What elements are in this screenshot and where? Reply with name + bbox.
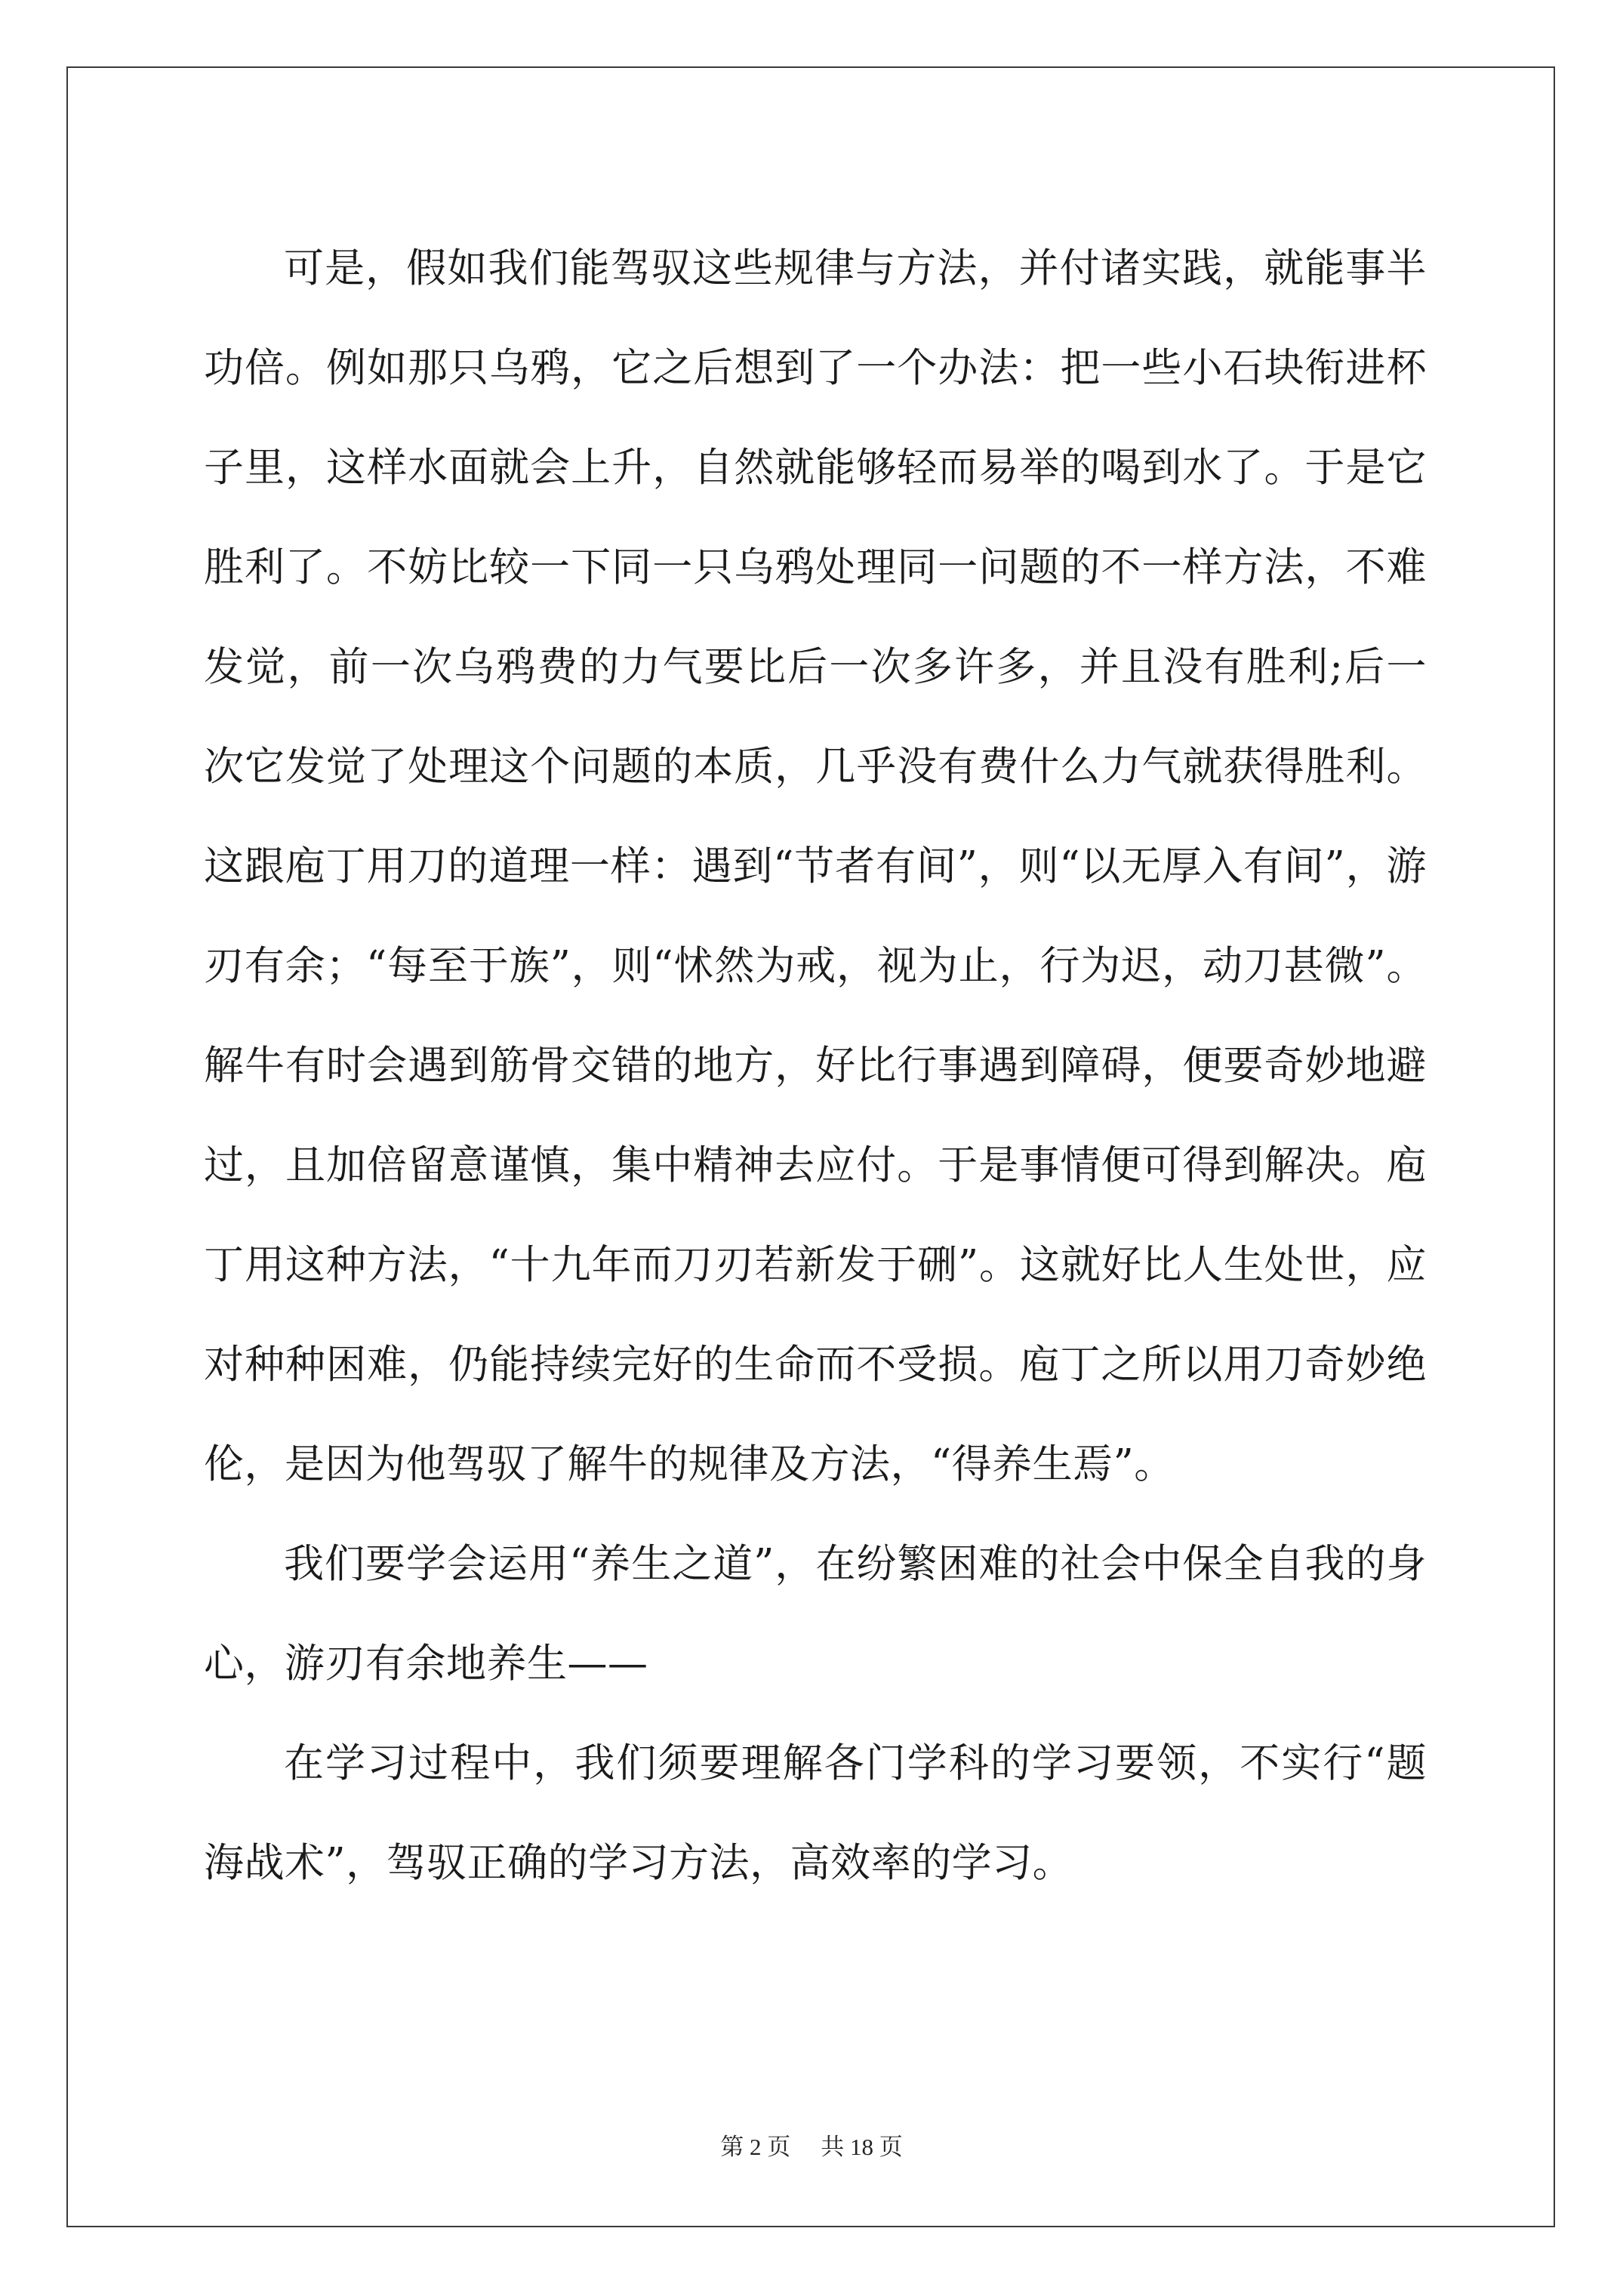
page-number: 第 2 页 bbox=[720, 2134, 791, 2160]
paragraph-2: 我们要学会运用“养生之道”，在纷繁困难的社会中保全自我的身心，游刃有余地养生—— bbox=[204, 1541, 1427, 1687]
document-body bbox=[204, 219, 1427, 1913]
paragraph-1: 可是，假如我们能驾驭这些规律与方法，并付诸实践，就能事半功倍。例如那只乌鸦，它之后想到了一个办法：把一些小石块衔进杯子里，这样水面就会上升，自然就能够轻而易举的喝到水了。于是它胜利了。不妨比较一下同一只乌鸦处理同一问题的不一样方法，不难发觉，前一次乌鸦费的力气要比后一次多许多，并且没有胜利;后一次它发觉了处理这个问题的本质，几乎没有费什么力气就获得胜利。这跟庖丁用刀的道理一样：遇到“节者有间”，则“以无厚入有间”，游刃有余；“每至于族”，则“怵然为戒，视为止，行为迟，动刀甚微”。解牛有时会遇到筋骨交错的地方，好比行事遇到障碍，便要奇妙地避过，且加倍留意谨慎，集中精神去应付。于是事情便可得到解决。庖丁用这种方法，“十九年而刀刃若新发于硎”。这就好比人生处世，应对种种困难，仍能持续完好的生命而不受损。庖丁之所以用刀奇妙绝伦，是因为他驾驭了解牛的规律及方法，“得养生焉”。 bbox=[204, 245, 1427, 1487]
page-total: 共 18 页 bbox=[821, 2134, 903, 2160]
paragraph-3: 在学习过程中，我们须要理解各门学科的学习要领，不实行“题海战术”，驾驭正确的学习方法，高效率的学习。 bbox=[204, 1740, 1427, 1886]
page-footer bbox=[0, 2128, 1623, 2162]
